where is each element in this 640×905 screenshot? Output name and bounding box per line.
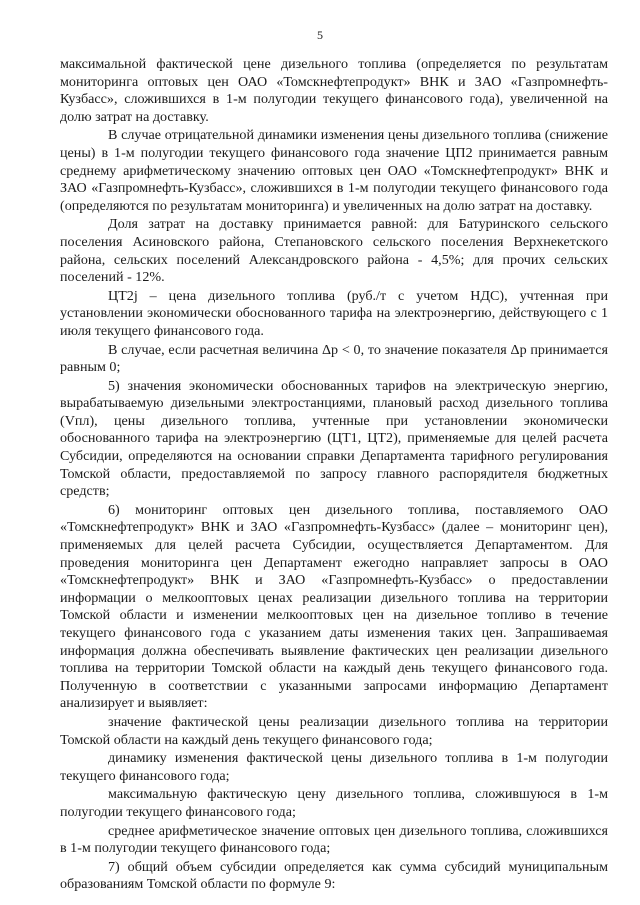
paragraph-actual-price-value: значение фактической цены реализации дизельного топлива на территории Томской области на каждый день текущего финансового года; <box>60 713 608 748</box>
paragraph-continuation: максимальной фактической цене дизельного топлива (определяется по результатам мониторинга оптовых цен ОАО «Томскнефтепродукт» ВНК и ЗАО «Газпромнефть-Кузбасс», сложившихся в 1-м полугодии текущего финансового года), увеличенной на долю затрат на доставку. <box>60 56 608 125</box>
paragraph-max-price: максимальную фактическую цену дизельного топлива, сложившуюся в 1-м полугодии текущего финансового года; <box>60 786 608 820</box>
paragraph-item-7-total-subsidy: 7) общий объем субсидии определяется как сумма субсидий муниципальным образованиям Томской области по формуле 9: <box>60 858 608 893</box>
paragraph-negative-price-dynamics: В случае отрицательной динамики изменения цены дизельного топлива (снижение цены) в 1-м полугодии текущего финансового года значение ЦП2 принимается равным среднему арифметическому значению оптовых цен ОАО «Томскнефтепродукт» ВНК и ЗАО «Газпромнефть-Кузбасс», сложившихся в 1-м полугодии текущего финансового года (определяются по результатам мониторинга) и увеличенных на долю затрат на доставку. <box>60 127 608 214</box>
paragraph-delivery-cost-share: Доля затрат на доставку принимается равной: для Батуринского сельского поселения Асиновского района, Степановского сельского поселения Верхнекетского района, сельских поселений Александровского района - 4,5%; для прочих сельских поселений - 12%. <box>60 216 608 286</box>
paragraph-item-6-monitoring: 6) мониторинг оптовых цен дизельного топлива, поставляемого ОАО «Томскнефтепродукт» ВНК и ЗАО «Газпромнефть-Кузбасс» (далее – мониторинг цен), применяемых для целей расчета Субсидии, осуществляется Департаментом. Для проведения мониторинга цен Департамент ежегодно направляет запросы в ОАО «Томскнефтепродукт» ВНК и ЗАО «Газпромнефть-Кузбасс» о предоставлении информации о мелкооптовых ценах реализации дизельного топлива на территории Томской области и изменении мелкооптовых цен на дизельное топливо в течение текущего финансового года с указанием даты изменения таких цен. Запрашиваемая информация должна обеспечивать выявление фактических цен реализации дизельного топлива на территории Томской области на каждый день текущего финансового года. Полученную в соответствии с указанными запросами информацию Департамент анализирует и выявляет: <box>60 501 608 712</box>
paragraph-average-price: среднее арифметическое значение оптовых цен дизельного топлива, сложившихся в 1-м полугодии текущего финансового года; <box>60 822 608 857</box>
paragraph-item-5-tariffs: 5) значения экономически обоснованных тарифов на электрическую энергию, вырабатываемую дизельными электростанциями, плановый расход дизельного топлива (Vпл), цены дизельного топлива, учтенные при установлении экономически обоснованного тарифа на электроэнергию (ЦТ1, ЦТ2), применяемые для целей расчета Субсидии, определяются на основании справки Департамента тарифного регулирования Томской области, предоставляемой по запросу главного распорядителя бюджетных средств; <box>60 377 608 500</box>
paragraph-delta-p-condition: В случае, если расчетная величина Δр < 0, то значение показателя Δр принимается равным 0; <box>60 341 608 376</box>
paragraph-ct2-definition: ЦТ2j – цена дизельного топлива (руб./т с учетом НДС), учтенная при установлении экономически обоснованного тарифа на электроэнергию, действующего с 1 июля текущего финансового года. <box>60 287 608 339</box>
page-number: 5 <box>317 28 323 42</box>
paragraph-price-dynamics: динамику изменения фактической цены дизельного топлива в 1-м полугодии текущего финансового года; <box>60 750 608 784</box>
document-body <box>60 56 608 895</box>
